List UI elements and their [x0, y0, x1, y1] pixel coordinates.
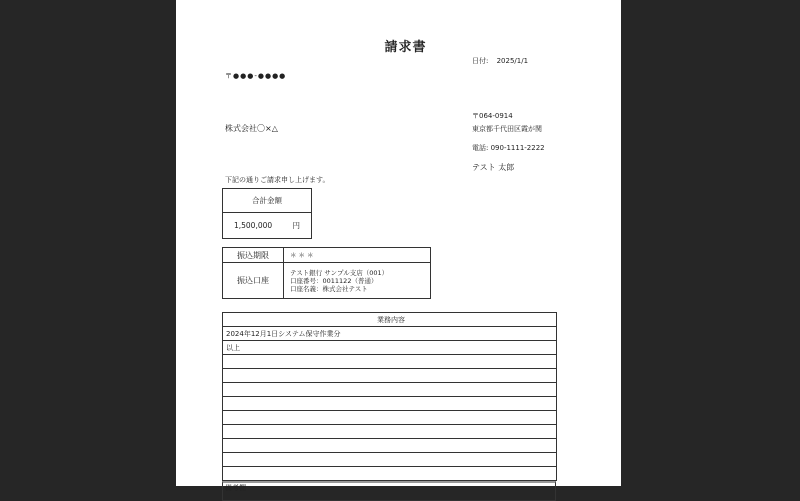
- deadline-value: ＊＊＊: [284, 248, 431, 263]
- invoice-page: [176, 0, 621, 492]
- work-table: [222, 312, 557, 481]
- work-row: [223, 369, 557, 383]
- work-row: [223, 453, 557, 467]
- account-details: [284, 263, 431, 299]
- date-label: 日付:: [472, 57, 489, 65]
- total-amount: 1,500,000: [233, 221, 273, 230]
- deadline-label: 振込期限: [223, 248, 284, 263]
- total-header: 合計金額: [223, 189, 312, 213]
- intro-text: 下記の通りご請求申し上げます。: [225, 176, 330, 184]
- remarks-label: 備考欄: [225, 484, 246, 492]
- document-title: 請求書: [384, 40, 427, 55]
- work-row: 以上: [223, 341, 557, 355]
- date-value: 2025/1/1: [496, 57, 529, 65]
- work-row: [223, 383, 557, 397]
- work-header: 業務内容: [223, 313, 557, 327]
- recipient-postal: 〒●●●-●●●●: [225, 72, 287, 80]
- work-row: [223, 439, 557, 453]
- account-number: 口座番号：0011122（普通）: [290, 276, 378, 285]
- date-line: [472, 56, 528, 66]
- sender-address: 東京都千代田区霞が関: [472, 125, 542, 133]
- work-row: [223, 355, 557, 369]
- work-row: [223, 425, 557, 439]
- total-amount-cell: [223, 213, 312, 239]
- work-row: [223, 397, 557, 411]
- sender-phone: 電話: 090-1111-2222: [472, 144, 545, 152]
- work-row: [223, 411, 557, 425]
- account-bank: テスト銀行 サンプル支店（001）: [290, 268, 389, 277]
- work-row: 2024年12月1日システム保守作業分: [223, 327, 557, 341]
- remarks-box: [222, 481, 556, 501]
- account-holder: 口座名義：株式会社テスト: [290, 284, 368, 293]
- total-amount-table: [222, 188, 312, 239]
- total-currency: 円: [292, 221, 301, 230]
- account-label: 振込口座: [223, 263, 284, 299]
- payment-table: [222, 247, 431, 299]
- sender-name: テスト 太郎: [472, 163, 515, 172]
- recipient-company: 株式会社〇×△: [225, 124, 278, 133]
- work-row: [223, 467, 557, 481]
- sender-postal: 〒064-0914: [472, 112, 513, 120]
